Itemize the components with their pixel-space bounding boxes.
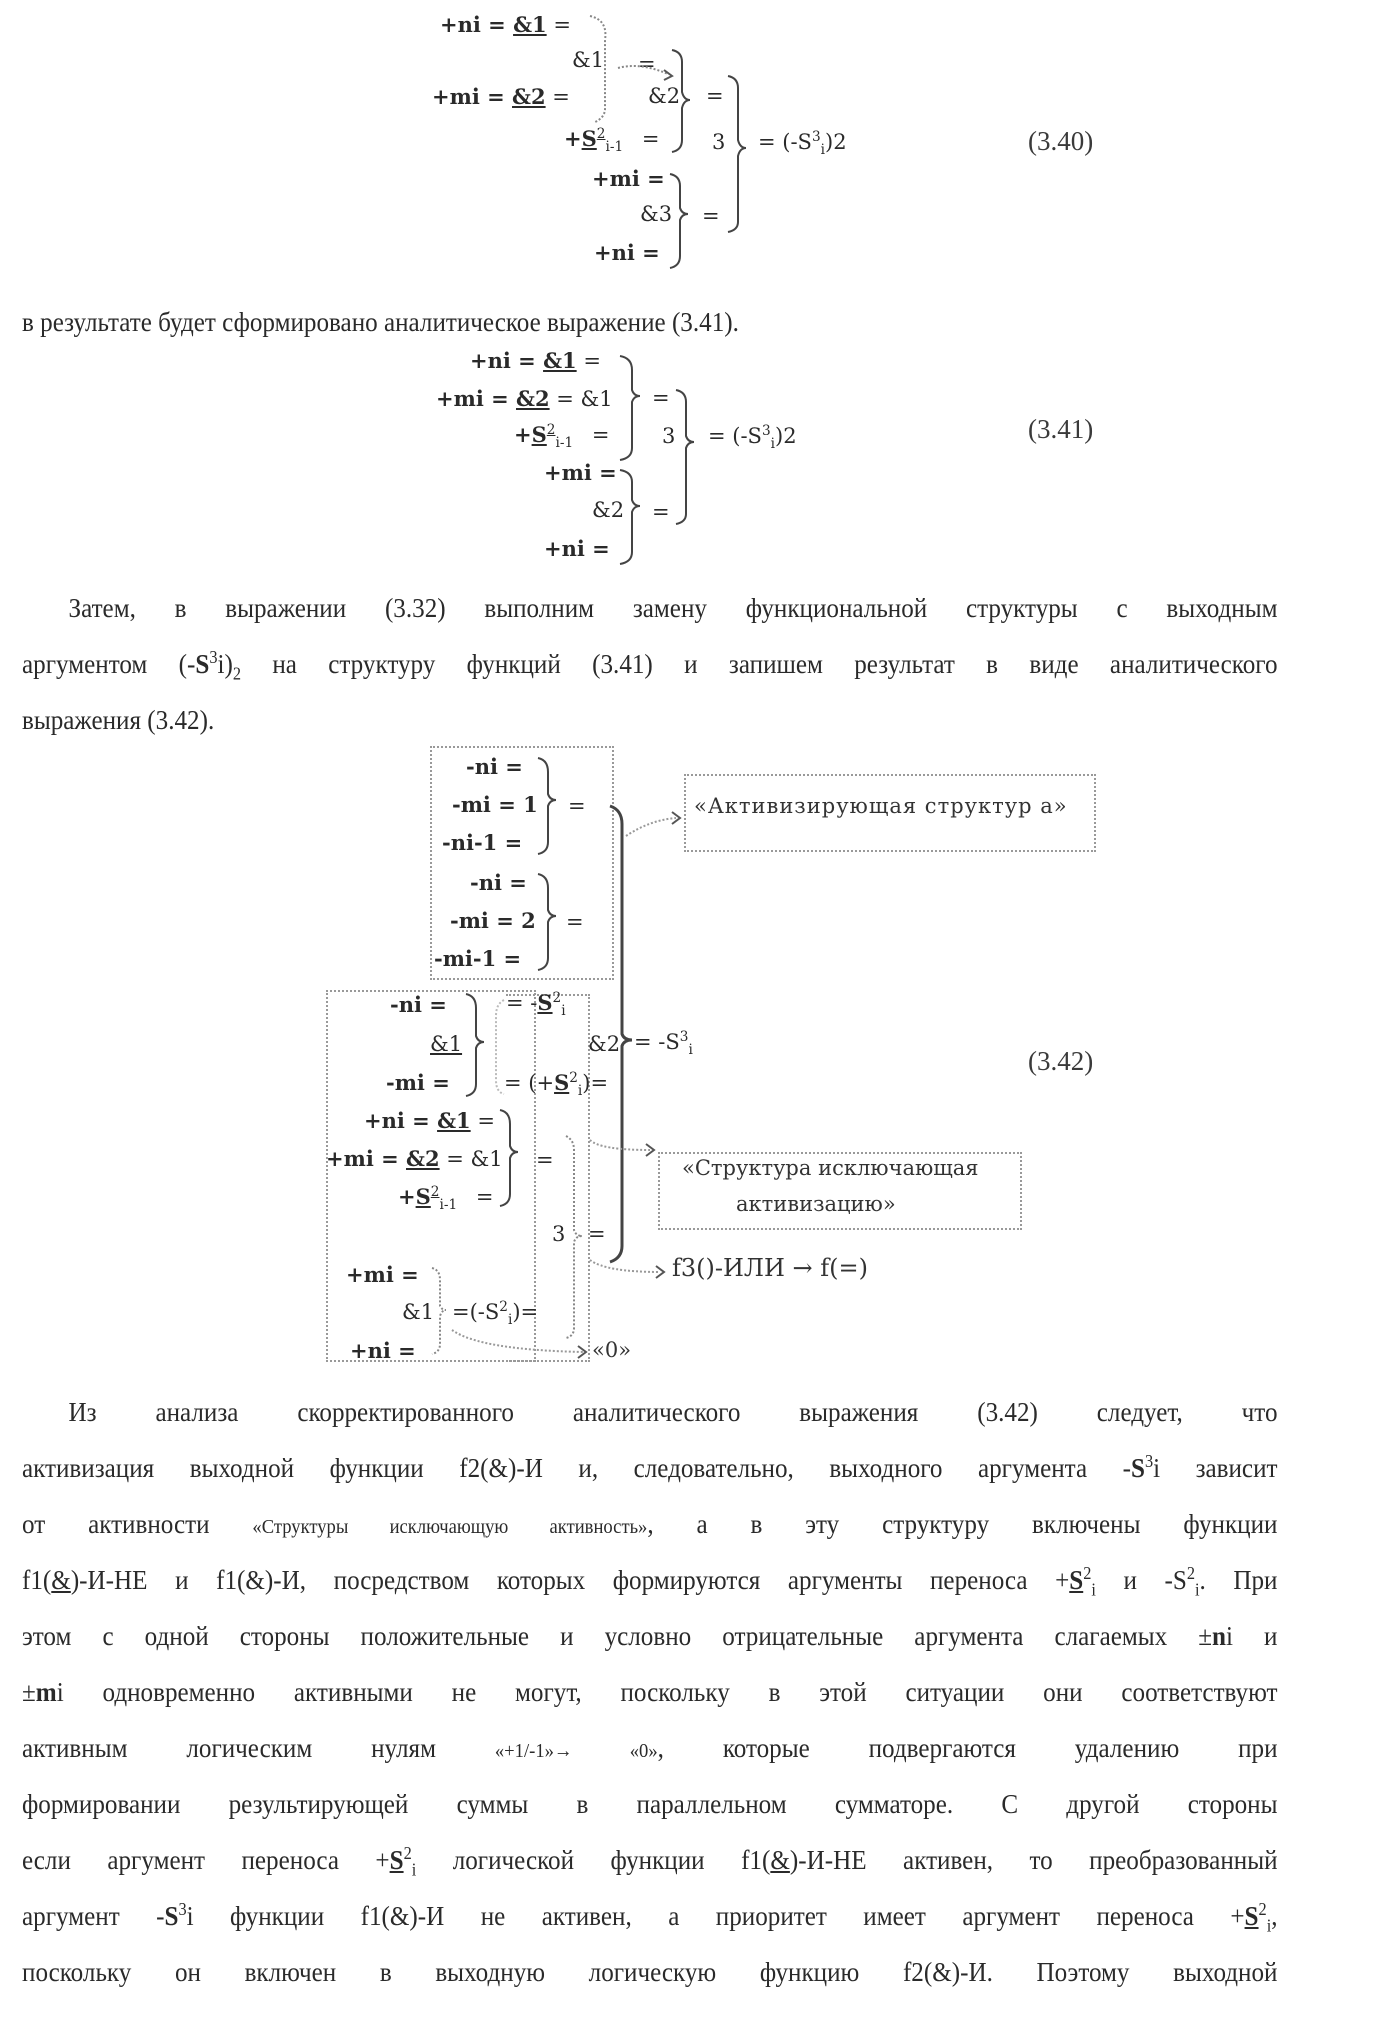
text: аргумент - (22, 1901, 164, 1931)
text: Из анализа скорректированного аналитического выражения (3.42) следует, что (69, 1397, 1278, 1427)
eq-text: + (514, 422, 532, 447)
eq-text: i (578, 1083, 582, 1099)
paragraph-line (22, 1720, 1278, 1779)
eq-text: = (702, 204, 720, 228)
text: )-И-НЕ и f1(&)-И, посредством которых формируются аргументы переноса + (71, 1565, 1069, 1595)
text: i) (218, 649, 233, 679)
eq-text: &2 (516, 386, 550, 411)
text: i (1091, 1579, 1096, 1599)
eq-text: + (564, 126, 582, 151)
dotted-arrow-activating (626, 818, 676, 836)
excluding-structure-label: «Структура исключающая (682, 1156, 979, 1180)
eq342-braces (0, 0, 1389, 1380)
text: i (1195, 1579, 1200, 1599)
text: 2 (1083, 1563, 1091, 1583)
eq-text: &2 (588, 1032, 620, 1056)
brace-main (610, 806, 632, 1262)
text: поскольку он включен в выходную логическую функцию f2(&)-И. Поэтому выходной (22, 1957, 1278, 1987)
eq-text: &1 (543, 348, 577, 373)
text: S (390, 1845, 404, 1875)
text: i (412, 1859, 417, 1879)
eq-text: = (577, 349, 601, 373)
eq-text: = (642, 127, 660, 151)
eq-text: &1 (513, 12, 547, 37)
eq-text: 2 (553, 990, 562, 1006)
eq-text: -mi = 1 (452, 792, 538, 817)
eq-text: i (821, 142, 825, 158)
eq-text: +mi = (346, 1262, 419, 1287)
text: активизация выходной функции f2(&)-И и, следовательно, выходного аргумента - (22, 1453, 1131, 1483)
eq-text: = (536, 1148, 554, 1172)
text: 2 (233, 663, 241, 683)
eq-text: = (652, 386, 670, 410)
eq-text: = &1 (440, 1147, 503, 1171)
eq-text: &2 (512, 84, 546, 109)
eq-text: = - (506, 991, 537, 1015)
eq-text: = (706, 84, 724, 108)
text: i и (1226, 1621, 1277, 1651)
eq-text: 2 (597, 126, 606, 142)
text: & (51, 1565, 71, 1595)
eq-text: S (532, 422, 547, 447)
text: выражения (3.42). (22, 705, 214, 735)
eq-text: &1 (572, 48, 604, 72)
text: Затем, в выражении (3.32) выполним замену функциональной структуры с выходным (69, 593, 1278, 623)
dotted-arrow-f3 (590, 1260, 660, 1272)
eq-text: = (476, 1185, 494, 1209)
text: логической функции f1( (416, 1845, 770, 1875)
text: i функции f1(&)-И не активен, а приоритет имеет аргумент переноса + (187, 1901, 1245, 1931)
eq-text: -ni = (466, 754, 523, 779)
eq-text: S (416, 1184, 431, 1209)
text: 2 (404, 1843, 412, 1863)
text: i одновременно активными не могут, поскольку в этой ситуации они соответствуют (57, 1677, 1278, 1707)
equation-number: (3.40) (1028, 126, 1093, 157)
text: «+1/-1»→ «0» (495, 1740, 658, 1762)
eq-text: 2 (431, 1184, 440, 1200)
eq-text: S (554, 1070, 569, 1095)
text: n (1212, 1621, 1226, 1651)
eq-text: = -S (634, 1030, 680, 1054)
text: 2 (1259, 1899, 1267, 1919)
paragraph-line (22, 1552, 1278, 1608)
eq-text: -mi-1 = (434, 946, 521, 971)
eq-text: +ni = (350, 1338, 416, 1363)
text: формировании результирующей суммы в параллельном сумматоре. С другой стороны (22, 1789, 1278, 1819)
text: , а в эту структуру включены функции (647, 1509, 1277, 1539)
text: , которые подвергаются удалению при (658, 1733, 1278, 1763)
text: в результате будет сформировано аналитическое выражение (3.41). (22, 307, 739, 337)
text: 3 (1145, 1451, 1153, 1471)
eq-text: +mi = (326, 1146, 406, 1171)
text: S (1131, 1453, 1145, 1483)
paragraph-line (22, 1664, 1278, 1720)
eq-text: )2 (825, 130, 847, 154)
eq-text: = (652, 500, 670, 524)
paragraph-line (22, 1608, 1278, 1664)
eq-text: &1 (430, 1032, 462, 1056)
eq-text: = (-S (758, 130, 812, 154)
brace-e (432, 1268, 446, 1354)
eq-text: 2 (569, 1070, 578, 1086)
eq-text: = (568, 794, 586, 818)
eq-text: +ni = (440, 12, 513, 37)
eq-text: i-1 (605, 139, 623, 155)
paragraph (22, 1384, 1278, 1440)
eq-text: i-1 (555, 435, 573, 451)
dotted-arrow-excluding (590, 1140, 650, 1150)
text: 3 (209, 647, 217, 667)
eq-text: S (582, 126, 597, 151)
eq-text: -ni = (470, 870, 527, 895)
text: аргументом (- (22, 649, 195, 679)
eq-text: +ni = (544, 536, 610, 561)
text: i зависит (1153, 1453, 1277, 1483)
eq-text: )2 (775, 424, 797, 448)
eq-text: 3 (712, 130, 725, 154)
eq-text: + (398, 1184, 416, 1209)
text: если аргумент переноса + (22, 1845, 390, 1875)
equation-number: (3.42) (1028, 1046, 1093, 1077)
text: ± (22, 1677, 36, 1707)
brace-c (466, 994, 484, 1096)
eq-text: i (688, 1042, 692, 1058)
eq-text: = (566, 910, 584, 934)
eq-text: = (471, 1109, 495, 1133)
paragraph-line (22, 1888, 1278, 1944)
eq-text: &2 (592, 498, 624, 522)
eq-text: &2 (648, 84, 680, 108)
eq-text: i (508, 1312, 512, 1328)
text: f1( (22, 1565, 51, 1595)
eq-text: 3 (552, 1222, 565, 1246)
eq-text: 3 (812, 129, 821, 145)
eq-text: = (638, 52, 656, 76)
text: S (1069, 1565, 1083, 1595)
text: 2 (1187, 1563, 1195, 1583)
eq-text: = (588, 1222, 606, 1246)
f3-or-label: f3()-ИЛИ → f(=) (672, 1254, 868, 1282)
text: S (164, 1901, 178, 1931)
text: «Структуры исключающую активность» (252, 1516, 647, 1538)
eq-text: = (-S (708, 424, 762, 448)
text: и -S (1096, 1565, 1187, 1595)
eq-text: -mi = 2 (450, 908, 536, 933)
text: активным логическим нулям (22, 1733, 495, 1763)
text: i (1267, 1915, 1272, 1935)
eq-text: -ni-1 = (442, 830, 522, 855)
eq-text: &1 (402, 1300, 434, 1324)
eq-text: 2 (499, 1299, 508, 1315)
eq-text: &3 (640, 202, 672, 226)
eq-text: 2 (547, 422, 556, 438)
paragraph-line (22, 1832, 1278, 1888)
eq-text: =(-S (452, 1300, 499, 1324)
eq-text: +ni = (364, 1108, 437, 1133)
eq-text: S (537, 990, 552, 1015)
eq-text: +mi = (592, 166, 665, 191)
eq-text: )= (582, 1071, 608, 1095)
eq-text: &1 (437, 1108, 471, 1133)
eq-text: )= (512, 1300, 538, 1324)
eq-text: +mi = (544, 460, 617, 485)
eq-text: 3 (662, 424, 675, 448)
zero-label: «0» (592, 1338, 631, 1362)
eq-text: +ni = (594, 240, 660, 265)
text: & (770, 1845, 790, 1875)
text: 3 (178, 1899, 186, 1919)
eq-text: 3 (680, 1029, 689, 1045)
eq-text: = (592, 423, 610, 447)
eq-text: +mi = (432, 84, 512, 109)
brace-b (538, 874, 556, 970)
equation-number: (3.41) (1028, 414, 1093, 445)
eq-text: +ni = (470, 348, 543, 373)
brace-d (500, 1110, 518, 1206)
text: этом с одной стороны положительные и условно отрицательные аргумента слагаемых ± (22, 1621, 1212, 1651)
paragraph-line (22, 1440, 1278, 1496)
eq-text: +mi = (436, 386, 516, 411)
eq-text: = (547, 13, 571, 37)
eq-text: i (561, 1003, 565, 1019)
eq-text: = (+ (504, 1071, 554, 1095)
paragraph-line (22, 1944, 1278, 2000)
dotted-arrow-zero (452, 1330, 584, 1352)
eq-text: 3 (762, 423, 771, 439)
eq-text: i-1 (439, 1197, 457, 1213)
eq-text: -mi = (386, 1070, 450, 1095)
paragraph-line (22, 1496, 1278, 1555)
eq-text: = &1 (550, 387, 613, 411)
text: на структуру функций (3.41) и запишем результат в виде аналитического (241, 649, 1277, 679)
text: S (1245, 1901, 1259, 1931)
brace-a (538, 758, 556, 854)
eq-text: -ni = (390, 992, 447, 1017)
excluding-structure-label: активизацию» (736, 1192, 896, 1216)
eq-text: &2 (406, 1146, 440, 1171)
brace-c-out (496, 1000, 504, 1094)
text: m (36, 1677, 57, 1707)
text: . При (1200, 1565, 1278, 1595)
eq-text: i (771, 436, 775, 452)
text: )-И-НЕ активен, то преобразованный (790, 1845, 1278, 1875)
eq-text: = (546, 85, 570, 109)
activating-structure-label: «Активизирующая структур а» (694, 794, 1068, 818)
brace-d-out (566, 1136, 582, 1338)
text: S (195, 649, 209, 679)
text: , (1271, 1901, 1277, 1931)
text: от активности (22, 1509, 252, 1539)
paragraph-line (22, 1776, 1278, 1832)
